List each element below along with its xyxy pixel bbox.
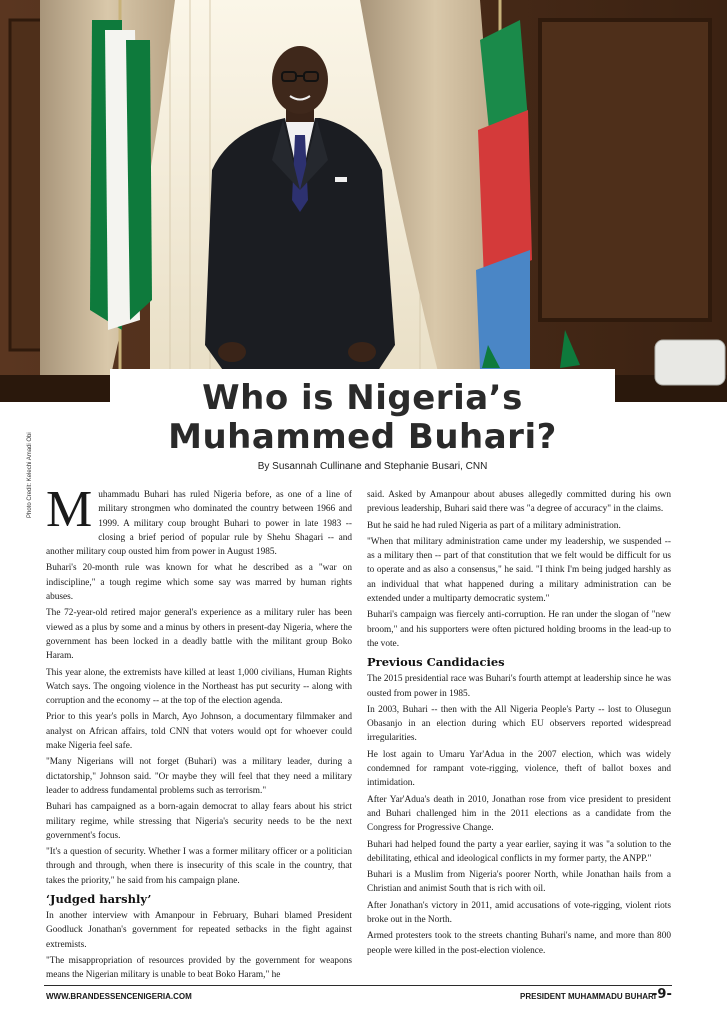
paragraph: Armed protesters took to the streets chanting Buhari's name, and more than 800 people were killed in the post-election violence. [367,931,671,956]
title-line-2: Muhammed Buhari? [168,417,557,457]
byline: By Susannah Cullinane and Stephanie Busari, CNN [257,461,488,472]
paragraph: This year alone, the extremists have killed at least 1,000 civilians, Human Rights Watch says. The ongoing violence in the Northeast has put security -- along with corruption and the economy -- at the top of the election agenda. [46,667,352,707]
subhead-previous-candidacies: Previous Candidacies [367,655,505,670]
paragraph: "Many Nigerians will not forget (Buhari) was a military leader, during a dictatorship," Johnson said. "Or maybe they will feel that they need a military leader to address fundamental problems such as terrorism." [46,757,352,796]
photo-credit-text: Photo Credit: Kelechi Amadi Obi [27,432,33,518]
paragraph: He lost again to Umaru Yar'Adua in the 2007 election, which was widely condemned for rampant vote-rigging, violence, theft of ballot boxes and intimidation. [367,749,671,789]
right-column [367,488,671,960]
paragraph: "The misappropriation of resources provided by the government for weapons means the Nigerian military is unable to beat Boko Haram," he [46,955,352,981]
footer-section-title: PRESIDENT MUHAMMADU BUHARI [520,992,656,1001]
paragraph: In another interview with Amanpour in February, Buhari blamed President Goodluck Jonathan's government for repeated setbacks in the fight against extremists. [46,911,352,950]
left-column [46,481,352,985]
paragraph: The 2015 presidential race was Buhari's fourth attempt at leadership since he was ousted from power in 1985. [367,674,671,699]
footer-rule [44,985,672,986]
paragraph: Buhari's 20-month rule was known for what he described as a "war on indiscipline," a tough regime which some say was marred by human rights abuses. [46,563,352,603]
article-title [110,369,615,457]
paragraph: "When that military administration came under my leadership, we suspended -- as a military then -- part of that constitution that we felt would be difficult for us to operate and as also a consensus," he said. "I think I'm being judged harshly as an individual that what happened during a military administration can be extended under a multiparty democratic system." [367,536,671,605]
paragraph: But he said he had ruled Nigeria as part of a military administration. [367,520,621,531]
paragraph: "It's a question of security. Whether I was a former military officer or a politician through and through, when there is insecurity of this scale in the country, that takes the priority," he said from his campaign plane. [46,847,352,886]
paragraph: Buhari has campaigned as a born-again democrat to allay fears about his strict military regime, while stressing that Nigeria's security needs to be the next government's focus. [46,802,352,841]
title-line-1: Who is Nigeria’s [202,378,523,418]
paragraph: In 2003, Buhari -- then with the All Nigeria People's Party -- lost to Olusegun Obasanjo in an election during which EU observers reported widespread irregularities. [367,704,671,744]
photo-credit [22,432,33,520]
paragraph: said. Asked by Amanpour about abuses allegedly committed during his own previous leadership, Buhari said there was "a degree of accuracy" in the claims. [367,490,671,515]
title-box [110,369,615,473]
paragraph: The 72-year-old retired major general's experience as a military ruler has been viewed as a plus by some and a minus by others in present-day Nigeria, where the government has been locked in a deadly battle with the militant group Boko Haram. [46,608,352,662]
footer-website: WWW.BRANDESSENCENIGERIA.COM [46,992,192,1001]
paragraph: Buhari had helped found the party a year earlier, saying it was "a solution to the debilitating, ethical and ideological conflicts in my former party, the ANPP." [367,839,671,864]
page-number: -9- [652,987,672,1002]
paragraph: Prior to this year's polls in March, Ayo Johnson, a documentary filmmaker and analyst on African affairs, told CNN that voters would opt for whoever could make Nigeria feel safe. [46,712,352,752]
paragraph: Buhari's campaign was fiercely anti-corruption. He ran under the slogan of "new broom," and his supporters were often pictured holding brooms in the lead-up to the vote. [367,610,671,649]
subhead-judged-harshly: ‘Judged harshly’ [46,892,152,907]
paragraph: After Jonathan's victory in 2011, amid accusations of vote-rigging, violent riots broke out in the North. [367,900,671,926]
hero-photo [0,0,727,402]
portrait-illustration [0,0,727,402]
dropcap: M [46,481,93,538]
paragraph: Muhammadu Buhari has ruled Nigeria before, as one of a line of military strongmen who dominated the country between 1966 and 1999. A military coup brought Buhari to power in late 1983 -- closing a brief period of popular rule by Shehu Shagari -- and another military coup ousted him from power in August 1985. [46,481,352,558]
paragraph: After Yar'Adua's death in 2010, Jonathan rose from vice president to president and Buhari challenged him in the 2011 elections as a candidate from the Congress for Progressive Change. [367,794,671,834]
paragraph: Buhari is a Muslim from Nigeria's poorer North, while Jonathan hails from a Christian and animist South that is rich with oil. [367,870,671,895]
